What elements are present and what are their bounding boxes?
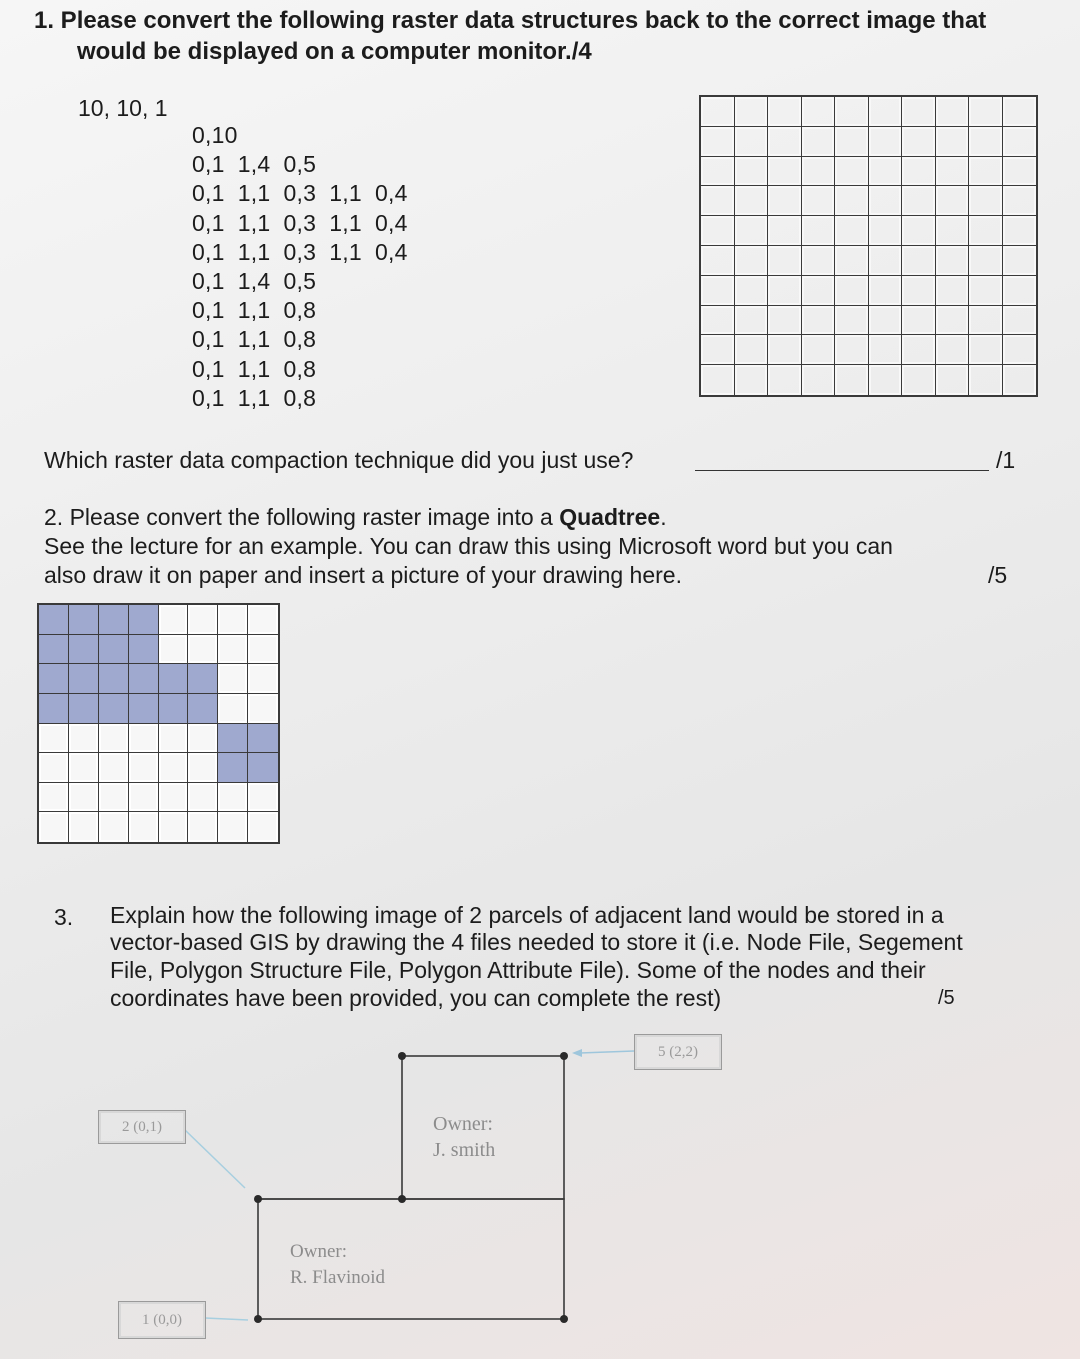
rle-row-3: 0,1 1,1 0,3 1,1 0,4 [192,180,408,207]
empty-grid-cell[interactable] [969,97,1003,127]
q1-line2: would be displayed on a computer monitor./4 [77,38,592,65]
node-top-left [398,1052,406,1060]
q2-line1 [44,503,667,532]
empty-grid-cell[interactable] [802,365,836,395]
q2-line1-end: . [660,504,667,530]
empty-grid-cell[interactable] [802,335,836,365]
empty-grid-cell[interactable] [802,276,836,306]
empty-grid-cell[interactable] [768,306,802,336]
empty-grid-cell[interactable] [969,276,1003,306]
node2-label: 2 (0,1) [98,1110,186,1144]
empty-grid-cell[interactable] [802,157,836,187]
empty-grid-cell[interactable] [802,216,836,246]
empty-grid-cell[interactable] [902,365,936,395]
raster-cell-filled [99,694,129,724]
empty-grid-cell[interactable] [768,157,802,187]
raster-cell-empty [159,753,189,783]
empty-grid-cell[interactable] [735,157,769,187]
empty-grid-cell[interactable] [902,157,936,187]
rle-row-4: 0,1 1,1 0,3 1,1 0,4 [192,209,408,236]
raster-cell-filled [129,664,159,694]
empty-grid-cell[interactable] [835,246,869,276]
empty-grid-cell[interactable] [768,127,802,157]
raster-cell-empty [159,635,189,665]
empty-grid-cell[interactable] [969,216,1003,246]
empty-grid-cell[interactable] [1003,216,1037,246]
rle-row-5: 0,1 1,1 0,3 1,1 0,4 [192,238,408,265]
empty-grid-cell[interactable] [1003,127,1037,157]
empty-grid-cell[interactable] [869,365,903,395]
rle-row-10: 0,1 1,1 0,8 [192,384,317,411]
empty-grid-cell[interactable] [869,335,903,365]
raster-cell-empty [39,783,69,813]
node2-arrow [185,1130,245,1188]
raster-cell-empty [159,724,189,754]
raster-cell-empty [248,812,278,842]
raster-cell-filled [69,635,99,665]
empty-grid-cell[interactable] [768,335,802,365]
raster-cell-empty [188,753,218,783]
empty-grid-cell[interactable] [969,246,1003,276]
raster-cell-empty [159,605,189,635]
q1-header: 10, 10, 1 [78,95,168,121]
q3-line4: coordinates have been provided, you can complete the rest) [110,985,722,1011]
empty-grid-cell[interactable] [701,365,735,395]
empty-grid-cell[interactable] [735,127,769,157]
empty-grid-cell[interactable] [1003,276,1037,306]
q3-number: 3. [54,904,74,930]
node5-arrow-head [572,1049,582,1057]
empty-grid-cell[interactable] [869,276,903,306]
q3-line3: File, Polygon Structure File, Polygon Attribute File). Some of the nodes and their [110,957,926,983]
q2-line1-text: 2. Please convert the following raster image into a [44,504,560,530]
empty-grid-cell[interactable] [735,97,769,127]
node1-label: 1 (0,0) [118,1301,206,1339]
raster-cell-filled [248,724,278,754]
raster-cell-empty [218,812,248,842]
empty-grid-cell[interactable] [701,246,735,276]
empty-grid-cell[interactable] [869,246,903,276]
empty-grid-cell[interactable] [835,127,869,157]
raster-cell-filled [69,664,99,694]
raster-cell-empty [39,812,69,842]
raster-cell-filled [188,694,218,724]
raster-cell-empty [188,724,218,754]
empty-grid-cell[interactable] [802,186,836,216]
q1-question: Which raster data compaction technique did you just use? [44,447,634,473]
empty-grid-cell[interactable] [902,216,936,246]
empty-grid-cell[interactable] [1003,306,1037,336]
raster-cell-empty [99,753,129,783]
empty-grid-cell[interactable] [835,276,869,306]
raster-cell-filled [99,635,129,665]
rle-row-2: 0,1 1,4 0,5 [192,151,317,178]
empty-grid-cell[interactable] [902,97,936,127]
raster-cell-filled [39,605,69,635]
node-5 [560,1052,568,1060]
empty-grid-cell[interactable] [768,186,802,216]
empty-grid-cell[interactable] [768,276,802,306]
empty-grid-cell[interactable] [1003,335,1037,365]
empty-grid-cell[interactable] [735,306,769,336]
raster-cell-filled [129,694,159,724]
raster-cell-empty [188,783,218,813]
q1-line1: 1. Please convert the following raster data structures back to the correct image that [34,7,987,34]
raster-cell-filled [159,664,189,694]
empty-grid-cell[interactable] [802,127,836,157]
empty-grid-cell[interactable] [802,97,836,127]
raster-cell-filled [218,724,248,754]
empty-grid-cell[interactable] [936,365,970,395]
raster-cell-empty [129,753,159,783]
parcel-bottom-owner-label: Owner: [290,1241,347,1262]
empty-grid-cell[interactable] [735,335,769,365]
empty-grid-cell[interactable] [969,335,1003,365]
empty-grid-cell[interactable] [768,365,802,395]
empty-grid-cell[interactable] [936,157,970,187]
empty-grid-cell[interactable] [701,306,735,336]
raster-cell-empty [218,694,248,724]
empty-grid-cell[interactable] [902,127,936,157]
empty-grid-cell[interactable] [835,306,869,336]
raster-cell-empty [129,812,159,842]
empty-grid-cell[interactable] [969,127,1003,157]
raster-cell-empty [248,694,278,724]
q2-line3: also draw it on paper and insert a picture of your drawing here. [44,562,682,588]
raster-cell-empty [218,605,248,635]
rle-row-9: 0,1 1,1 0,8 [192,355,317,382]
empty-grid-cell[interactable] [1003,157,1037,187]
empty-grid-cell[interactable] [768,216,802,246]
empty-grid-cell[interactable] [701,97,735,127]
raster-cell-empty [159,812,189,842]
empty-grid-cell[interactable] [936,276,970,306]
empty-grid-cell[interactable] [869,127,903,157]
raster-cell-filled [99,605,129,635]
node-1 [254,1315,262,1323]
rle-row-8: 0,1 1,1 0,8 [192,326,317,353]
raster-cell-filled [39,664,69,694]
raster-cell-empty [69,724,99,754]
empty-grid-cell[interactable] [1003,246,1037,276]
empty-grid-cell[interactable] [1003,365,1037,395]
empty-grid-cell[interactable] [701,157,735,187]
raster-cell-empty [188,635,218,665]
empty-grid-cell[interactable] [701,276,735,306]
raster-cell-filled [129,635,159,665]
raster-cell-empty [248,664,278,694]
empty-grid-cell[interactable] [802,246,836,276]
raster-cell-empty [218,664,248,694]
raster-cell-empty [99,724,129,754]
empty-grid-cell[interactable] [701,216,735,246]
raster-cell-filled [99,664,129,694]
raster-cell-empty [69,783,99,813]
empty-grid-cell[interactable] [969,365,1003,395]
empty-grid-cell[interactable] [735,186,769,216]
q2-line2: See the lecture for an example. You can draw this using Microsoft word but you can [44,533,893,559]
empty-grid-cell[interactable] [936,306,970,336]
q1-points: /1 [996,447,1016,473]
rle-row-6: 0,1 1,4 0,5 [192,268,317,295]
empty-grid-cell[interactable] [835,335,869,365]
q2-points: /5 [988,562,1008,588]
raster-cell-empty [218,635,248,665]
raster-cell-empty [39,753,69,783]
parcel-top-owner-label: Owner: [433,1113,493,1135]
empty-grid-cell[interactable] [936,216,970,246]
empty-grid-cell[interactable] [701,186,735,216]
empty-answer-grid[interactable] [699,95,1038,397]
empty-grid-cell[interactable] [802,306,836,336]
raster-cell-filled [248,753,278,783]
raster-cell-filled [39,635,69,665]
empty-grid-cell[interactable] [969,157,1003,187]
q3-points: /5 [938,987,955,1009]
empty-grid-cell[interactable] [835,216,869,246]
node5-arrow [580,1051,634,1053]
raster-cell-filled [39,694,69,724]
raster-cell-empty [129,783,159,813]
raster-cell-empty [218,783,248,813]
raster-cell-empty [39,724,69,754]
empty-grid-cell[interactable] [902,335,936,365]
empty-grid-cell[interactable] [869,306,903,336]
raster-cell-filled [69,694,99,724]
rle-row-7: 0,1 1,1 0,8 [192,297,317,324]
raster-cell-filled [159,694,189,724]
quadtree-raster-grid [37,603,280,844]
raster-cell-empty [159,783,189,813]
empty-grid-cell[interactable] [835,97,869,127]
empty-grid-cell[interactable] [936,97,970,127]
empty-grid-cell[interactable] [735,246,769,276]
empty-grid-cell[interactable] [701,335,735,365]
empty-grid-cell[interactable] [735,365,769,395]
empty-grid-cell[interactable] [735,276,769,306]
empty-grid-cell[interactable] [869,216,903,246]
raster-cell-empty [99,812,129,842]
raster-cell-empty [69,753,99,783]
empty-grid-cell[interactable] [902,306,936,336]
parcel-bottom-owner-name: R. Flavinoid [290,1267,386,1288]
raster-cell-empty [248,783,278,813]
raster-cell-empty [248,635,278,665]
empty-grid-cell[interactable] [835,186,869,216]
rle-row-1: 0,10 [192,122,238,148]
node1-arrow [205,1318,248,1320]
raster-cell-empty [129,724,159,754]
empty-grid-cell[interactable] [902,186,936,216]
node-middle [398,1195,406,1203]
empty-grid-cell[interactable] [835,157,869,187]
q1-answer-blank[interactable] [695,470,989,471]
raster-cell-empty [69,812,99,842]
empty-grid-cell[interactable] [768,97,802,127]
node5-label: 5 (2,2) [634,1034,722,1070]
q3-line1: Explain how the following image of 2 parcels of adjacent land would be stored in a [110,902,944,928]
empty-grid-cell[interactable] [869,97,903,127]
raster-cell-filled [129,605,159,635]
empty-grid-cell[interactable] [701,127,735,157]
raster-cell-filled [188,664,218,694]
empty-grid-cell[interactable] [969,186,1003,216]
raster-cell-empty [99,783,129,813]
rle-table [192,121,408,413]
empty-grid-cell[interactable] [936,246,970,276]
empty-grid-cell[interactable] [1003,186,1037,216]
empty-grid-cell[interactable] [835,365,869,395]
node-2 [254,1195,262,1203]
q3-line2: vector-based GIS by drawing the 4 files needed to store it (i.e. Node File, Segement [110,929,963,955]
empty-grid-cell[interactable] [936,127,970,157]
raster-cell-empty [188,812,218,842]
raster-cell-empty [188,605,218,635]
raster-cell-filled [218,753,248,783]
empty-grid-cell[interactable] [902,246,936,276]
empty-grid-cell[interactable] [902,276,936,306]
empty-grid-cell[interactable] [735,216,769,246]
parcel-top-owner-name: J. smith [433,1139,496,1161]
empty-grid-cell[interactable] [869,186,903,216]
empty-grid-cell[interactable] [1003,97,1037,127]
node-bottom-right [560,1315,568,1323]
empty-grid-cell[interactable] [936,186,970,216]
raster-cell-empty [248,605,278,635]
empty-grid-cell[interactable] [768,246,802,276]
empty-grid-cell[interactable] [869,157,903,187]
raster-cell-filled [69,605,99,635]
q2-quadtree-term: Quadtree [559,504,661,530]
empty-grid-cell[interactable] [936,335,970,365]
empty-grid-cell[interactable] [969,306,1003,336]
